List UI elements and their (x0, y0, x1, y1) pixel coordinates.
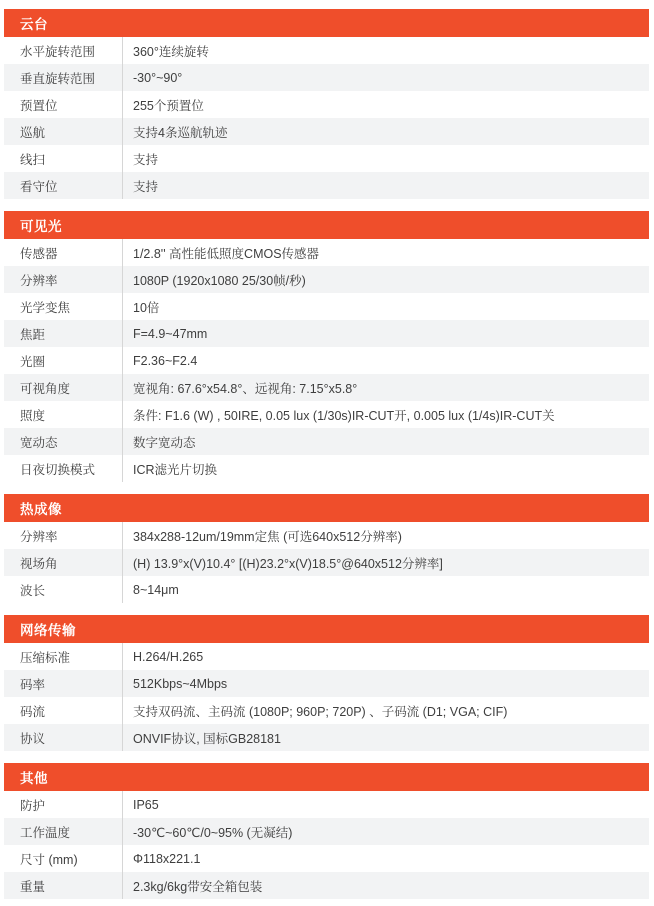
section-header (4, 211, 649, 239)
spec-label: 宽动态 (20, 435, 58, 450)
spec-value: 10倍 (122, 293, 649, 320)
spec-value: ONVIF协议, 国标GB28181 (122, 724, 649, 751)
spec-value: 384x288-12um/19mm定焦 (可选640x512分辨率) (122, 522, 649, 549)
spec-value: 数字宽动态 (122, 428, 649, 455)
spec-row (4, 172, 649, 199)
spec-label: 分辨率 (20, 529, 58, 544)
spec-label: 波长 (20, 583, 46, 598)
spec-value: 2.3kg/6kg带安全箱包装 (122, 872, 649, 899)
spec-label: 码率 (20, 677, 46, 692)
spec-value: 支持 (122, 172, 649, 199)
spec-row (4, 549, 649, 576)
spec-label: 线扫 (20, 152, 46, 167)
spec-row (4, 697, 649, 724)
spec-label: 垂直旋转范围 (20, 71, 96, 86)
spec-row (4, 293, 649, 320)
section-body (4, 522, 649, 603)
spec-label: 压缩标准 (20, 650, 71, 665)
spec-value: 条件: F1.6 (W) , 50IRE, 0.05 lux (1/30s)IR-CUT开, 0.005 lux (1/4s)IR-CUT关 (122, 401, 649, 428)
spec-row (4, 118, 649, 145)
section-body (4, 37, 649, 199)
spec-label: 光学变焦 (20, 300, 71, 315)
section-body (4, 643, 649, 751)
spec-label: 焦距 (20, 327, 46, 342)
spec-row (4, 401, 649, 428)
section-header (4, 615, 649, 643)
spec-value: 512Kbps~4Mbps (122, 670, 649, 697)
spec-section (4, 615, 649, 751)
section-title: 云台 (20, 17, 48, 32)
spec-label: 防护 (20, 798, 46, 813)
spec-value: 支持 (122, 145, 649, 172)
spec-label: 看守位 (20, 179, 58, 194)
spec-label: 巡航 (20, 125, 46, 140)
spec-row (4, 670, 649, 697)
spec-label: 日夜切换模式 (20, 462, 96, 477)
spec-value: 1080P (1920x1080 25/30帧/秒) (122, 266, 649, 293)
spec-row (4, 266, 649, 293)
spec-row (4, 91, 649, 118)
spec-label: 协议 (20, 731, 46, 746)
section-header (4, 9, 649, 37)
section-body (4, 791, 649, 899)
spec-row (4, 37, 649, 64)
spec-row (4, 872, 649, 899)
section-title: 网络传输 (20, 623, 76, 638)
spec-label: 码流 (20, 704, 46, 719)
spec-row (4, 818, 649, 845)
spec-row (4, 145, 649, 172)
spec-section (4, 211, 649, 482)
section-title: 可见光 (20, 219, 62, 234)
section-header (4, 494, 649, 522)
spec-value: IP65 (122, 791, 649, 818)
spec-row (4, 64, 649, 91)
spec-label: 传感器 (20, 246, 58, 261)
spec-value: 支持双码流、主码流 (1080P; 960P; 720P) 、子码流 (D1; VGA; CIF) (122, 697, 649, 724)
section-body (4, 239, 649, 482)
spec-row (4, 845, 649, 872)
section-header (4, 763, 649, 791)
spec-label: 工作温度 (20, 825, 71, 840)
spec-row (4, 576, 649, 603)
spec-row (4, 374, 649, 401)
spec-label: 照度 (20, 408, 46, 423)
spec-label: 光圈 (20, 354, 46, 369)
spec-section (4, 494, 649, 603)
spec-value: 宽视角: 67.6°x54.8°、远视角: 7.15°x5.8° (122, 374, 649, 401)
spec-section (4, 9, 649, 199)
spec-value: 8~14μm (122, 576, 649, 603)
spec-row (4, 791, 649, 818)
spec-label: 水平旋转范围 (20, 44, 96, 59)
spec-row (4, 239, 649, 266)
spec-row (4, 455, 649, 482)
spec-value: F=4.9~47mm (122, 320, 649, 347)
spec-value: 255个预置位 (122, 91, 649, 118)
spec-section (4, 763, 649, 899)
spec-value: Φ118x221.1 (122, 845, 649, 872)
section-title: 其他 (20, 771, 48, 786)
spec-value: 360°连续旋转 (122, 37, 649, 64)
spec-value: 1/2.8'' 高性能低照度CMOS传感器 (122, 239, 649, 266)
spec-label: 视场角 (20, 556, 58, 571)
spec-row (4, 428, 649, 455)
spec-value: (H) 13.9°x(V)10.4° [(H)23.2°x(V)18.5°@640x512分辨率] (122, 549, 649, 576)
spec-value: -30℃~60℃/0~95% (无凝结) (122, 818, 649, 845)
spec-label: 可视角度 (20, 381, 71, 396)
spec-value: -30°~90° (122, 64, 649, 91)
spec-row (4, 724, 649, 751)
spec-value: H.264/H.265 (122, 643, 649, 670)
spec-label: 分辨率 (20, 273, 58, 288)
spec-row (4, 643, 649, 670)
spec-value: 支持4条巡航轨迹 (122, 118, 649, 145)
spec-label: 预置位 (20, 98, 58, 113)
spec-value: F2.36~F2.4 (122, 347, 649, 374)
section-title: 热成像 (20, 502, 62, 517)
spec-label: 重量 (20, 879, 46, 894)
spec-label: 尺寸 (mm) (20, 852, 78, 867)
spec-value: ICR滤光片切换 (122, 455, 649, 482)
spec-row (4, 320, 649, 347)
spec-row (4, 522, 649, 549)
spec-row (4, 347, 649, 374)
